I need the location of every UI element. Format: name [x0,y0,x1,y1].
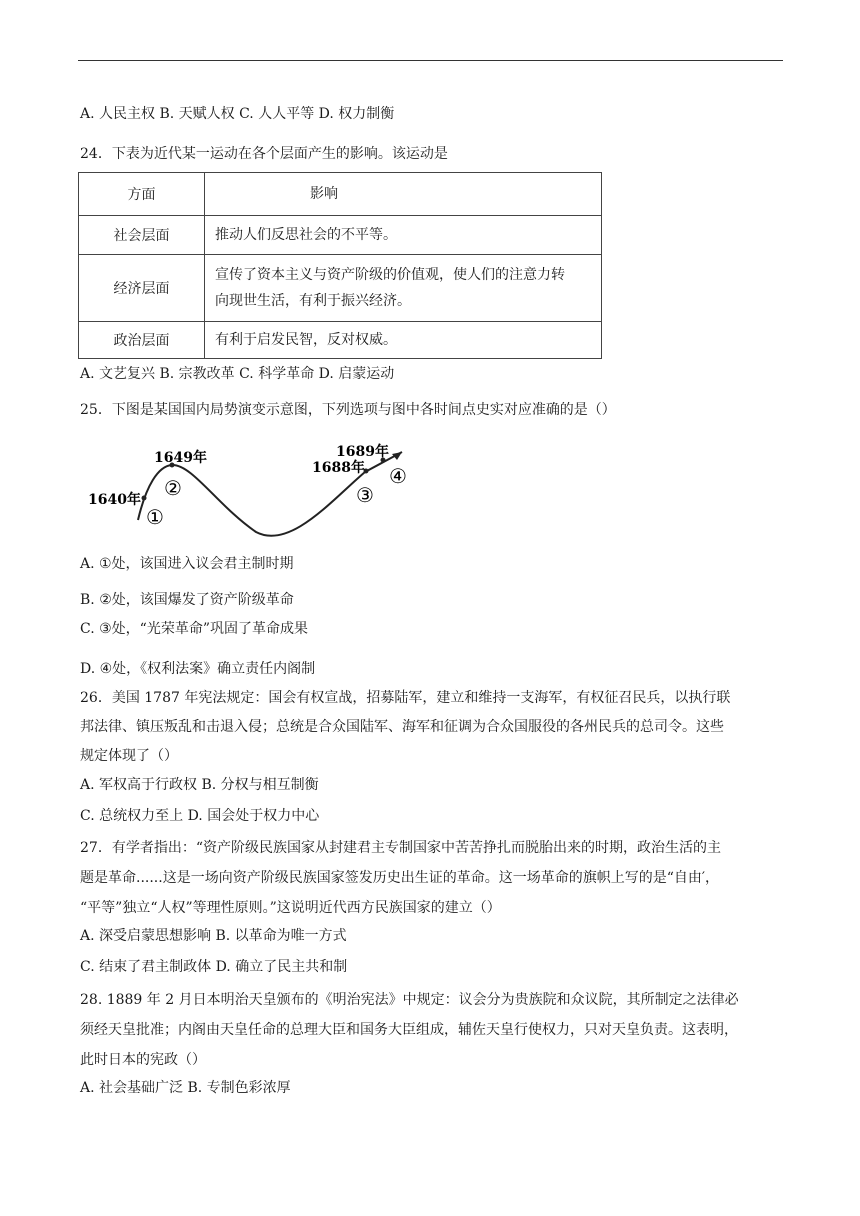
table-cell-impact [205,322,602,359]
table-row [79,322,602,359]
impact-line: 宣传了资本主义与资产阶级的价值观，使人们的注意力转 [215,267,565,283]
point-1640 [142,496,147,501]
marker-2: ② [164,476,182,500]
label-1640: 1640年 [88,492,141,508]
table-cell-aspect: 经济层面 [79,255,205,322]
table-cell-aspect: 社会层面 [79,216,205,255]
impact-line: 有利于启发民智，反对权威。 [215,332,397,348]
q26-stem-line-2: 邦法律、镇压叛乱和击退入侵；总统是合众国陆军、海军和征调为合众国服役的各州民兵的总司令。这些 [80,719,724,735]
impact-line: 推动人们反思社会的不平等。 [215,227,397,243]
q24-stem: 24．下表为近代某一运动在各个层面产生的影响。该运动是 [80,146,448,162]
q27-options-line-2: C. 结束了君主制政体 D. 确立了民主共和制 [80,959,348,975]
q26-stem-line-1: 26．美国 1787 年宪法规定：国会有权宣战，招募陆军，建立和维持一支海军，有权征召民兵，以执行联 [80,690,731,706]
q26-stem-line-3: 规定体现了（） [80,748,178,764]
q25-option-d: D. ④处，《权利法案》确立责任内阁制 [80,661,316,677]
q28-stem-line-3: 此时日本的宪政（） [80,1052,206,1068]
table-row [79,255,602,322]
q26-options-line-2: C. 总统权力至上 D. 国会处于权力中心 [80,808,320,824]
q25-option-a: A. ①处，该国进入议会君主制时期 [80,556,294,572]
q27-stem-line-2: 题是革命......这是一场向资产阶级民族国家签发历史出生证的革命。这一场革命的旗帜上写的是“自由′， [80,870,720,886]
q28-options-line-1: A. 社会基础广泛 B. 专制色彩浓厚 [80,1080,291,1096]
q27-options-line-1: A. 深受启蒙思想影响 B. 以革命为唯一方式 [80,928,347,944]
table-cell-impact [205,255,602,322]
prev-question-options: A. 人民主权 B. 天赋人权 C. 人人平等 D. 权力制衡 [80,106,395,122]
q25-stem: 25．下图是某国国内局势演变示意图，下列选项与图中各时间点史实对应准确的是（） [80,402,616,418]
q25-option-c: C. ③处，“光荣革命”巩固了革命成果 [80,621,308,637]
label-1689: 1689年 [336,444,389,460]
q25-situation-diagram [80,440,420,540]
q27-stem-line-1: 27．有学者指出：“资产阶级民族国家从封建君主专制国家中苦苦挣扎而脱胎出来的时期，政治生活的主 [80,840,721,856]
q25-option-b: B. ②处，该国爆发了资产阶级革命 [80,592,294,608]
table-header-aspect: 方面 [79,173,205,216]
table-cell-impact [205,216,602,255]
q24-options: A. 文艺复兴 B. 宗教改革 C. 科学革命 D. 启蒙运动 [80,366,395,382]
impact-line: 向现世生活，有利于振兴经济。 [215,293,411,309]
marker-4: ④ [389,464,407,488]
q24-table [78,172,602,359]
table-cell-aspect: 政治层面 [79,322,205,359]
header-rule [78,60,783,61]
label-1688: 1688年 [312,460,365,476]
label-1649: 1649年 [154,450,207,466]
q28-stem-line-1: 28. 1889 年 2 月日本明治天皇颁布的《明治宪法》中规定：议会分为贵族院和众议院，其所制定之法律必 [80,992,739,1008]
table-row [79,216,602,255]
marker-1: ① [146,505,164,529]
q26-options-line-1: A. 军权高于行政权 B. 分权与相互制衡 [80,777,319,793]
q27-stem-line-3: “平等”独立“人权”等理性原则。”这说明近代西方民族国家的建立（） [80,900,501,916]
table-header-row [79,173,602,216]
q28-stem-line-2: 须经天皇批准；内阁由天皇任命的总理大臣和国务大臣组成，辅佐天皇行使权力，只对天皇负责。这表明， [80,1022,738,1038]
marker-3: ③ [356,483,374,507]
table-header-impact: 影响 [205,173,602,216]
